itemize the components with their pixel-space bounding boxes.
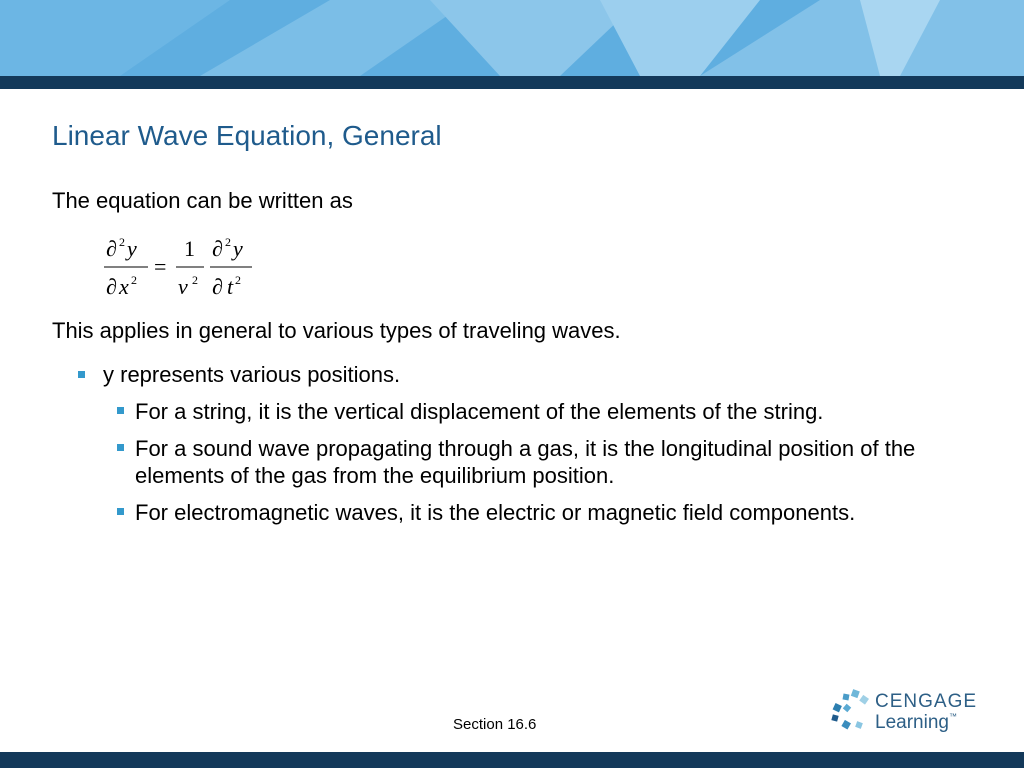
coef-den-var: v (178, 274, 188, 299)
rhs-den-exp: 2 (235, 273, 241, 287)
slide-title: Linear Wave Equation, General (52, 120, 442, 151)
rhs-num-exp: 2 (225, 235, 231, 249)
equals-sign: = (154, 254, 167, 279)
rhs-num-var: y (233, 236, 243, 261)
wave-equation (100, 234, 260, 304)
sub-bullet-text: For a string, it is the vertical displacement of the elements of the string. (135, 399, 824, 424)
bullet-text: y represents various positions. (103, 362, 401, 387)
header-banner (0, 0, 1024, 76)
cengage-logo-icon (830, 688, 874, 736)
lhs-num-var: y (127, 236, 137, 261)
lhs-den-var: x (119, 274, 129, 299)
section-label: Section 16.6 (453, 716, 537, 733)
sub-bullet-square-icon (117, 444, 124, 451)
sub-bullet-sound (117, 435, 997, 489)
rhs-num-partial: ∂ (212, 236, 223, 261)
lhs-den-exp: 2 (131, 273, 137, 287)
sub-bullet-text: For electromagnetic waves, it is the electric or magnetic field components. (135, 500, 856, 525)
lhs-num-partial: ∂ (106, 236, 117, 261)
logo-word-cengage: CENGAGE (875, 691, 978, 712)
coef-num: 1 (184, 236, 195, 261)
sub-bullet-text: For a sound wave propagating through a gas, it is the longitudinal position of the elements of the gas from the equilibrium position. (135, 436, 916, 488)
sub-bullet-square-icon (117, 508, 124, 515)
bullet-square-icon (78, 371, 85, 378)
rhs-den-var: t (227, 274, 234, 299)
lhs-num-exp: 2 (119, 235, 125, 249)
lhs-den-partial: ∂ (106, 274, 117, 299)
applies-text: This applies in general to various types of traveling waves. (52, 318, 621, 343)
sub-bullet-em (117, 499, 997, 526)
logo-word-learning (875, 712, 957, 734)
sub-bullet-string (117, 398, 997, 425)
logo-learning-text: Learning (875, 712, 949, 733)
rhs-den-partial: ∂ (212, 274, 223, 299)
header-rule (0, 76, 1024, 89)
banner-decoration (0, 0, 1024, 76)
sub-bullet-square-icon (117, 407, 124, 414)
intro-text: The equation can be written as (52, 188, 353, 213)
cengage-logo (830, 688, 980, 738)
coef-den-exp: 2 (192, 273, 198, 287)
wave-equation-svg (100, 234, 260, 304)
logo-trademark: ™ (948, 712, 957, 721)
footer-rule (0, 752, 1024, 768)
